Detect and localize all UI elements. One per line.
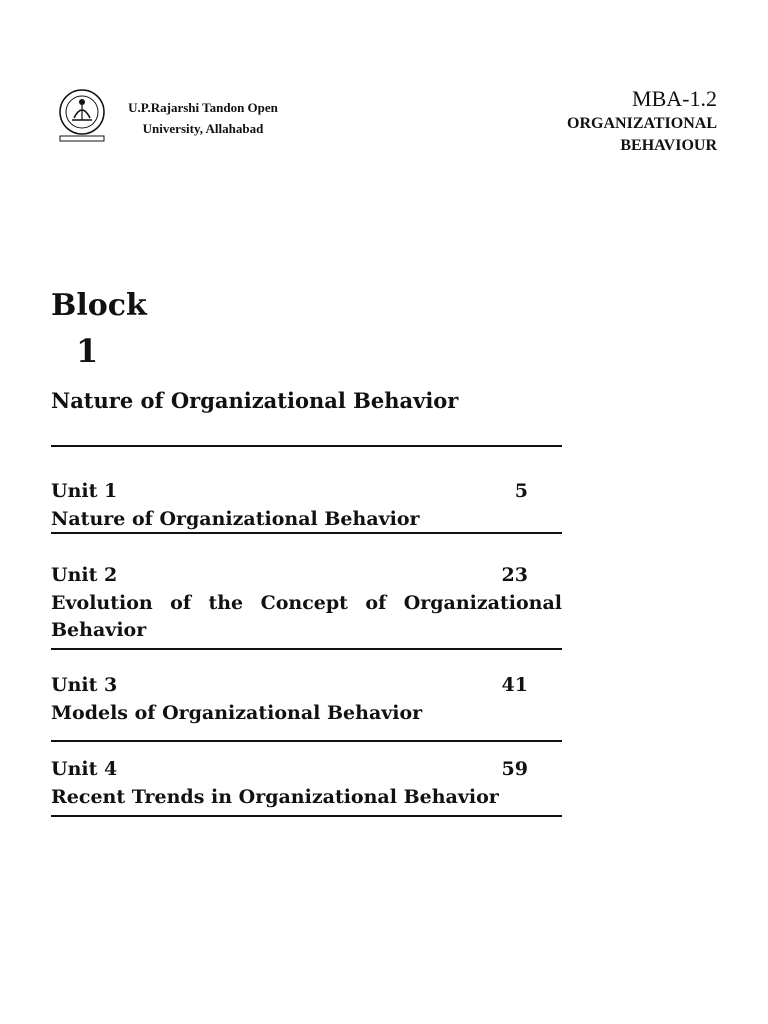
unit-title: Evolution of the Concept of Organizational Behavior [51,592,562,641]
unit-page-number: 59 [501,758,528,780]
divider [51,445,562,447]
course-code: MBA-1.2 [632,86,717,111]
university-name-line1: U.P.Rajarshi Tandon Open [128,100,278,115]
unit-title: Recent Trends in Organizational Behavior [51,786,499,808]
course-title-line2: BEHAVIOUR [620,137,717,154]
unit-label: Unit 3 [51,674,118,696]
unit-title: Nature of Organizational Behavior [51,508,420,530]
block-number: 1 [76,332,99,370]
unit-label: Unit 4 [51,758,118,780]
unit-label: Unit 2 [51,564,118,586]
unit-page-number: 41 [501,674,528,696]
divider [51,740,562,742]
divider [51,815,562,817]
block-label: Block [51,288,147,323]
university-name-line2: University, Allahabad [142,121,264,136]
unit-title: Models of Organizational Behavior [51,702,423,724]
unit-label: Unit 1 [51,480,118,502]
divider [51,648,562,650]
unit-page-number: 23 [501,564,528,586]
course-title-line1: ORGANIZATIONAL [567,115,717,132]
course-title [457,113,717,157]
unit-page-number: 5 [514,480,528,502]
block-title: Nature of Organizational Behavior [51,388,459,413]
divider [51,532,562,534]
university-name [108,97,298,139]
university-emblem-icon [52,88,112,144]
